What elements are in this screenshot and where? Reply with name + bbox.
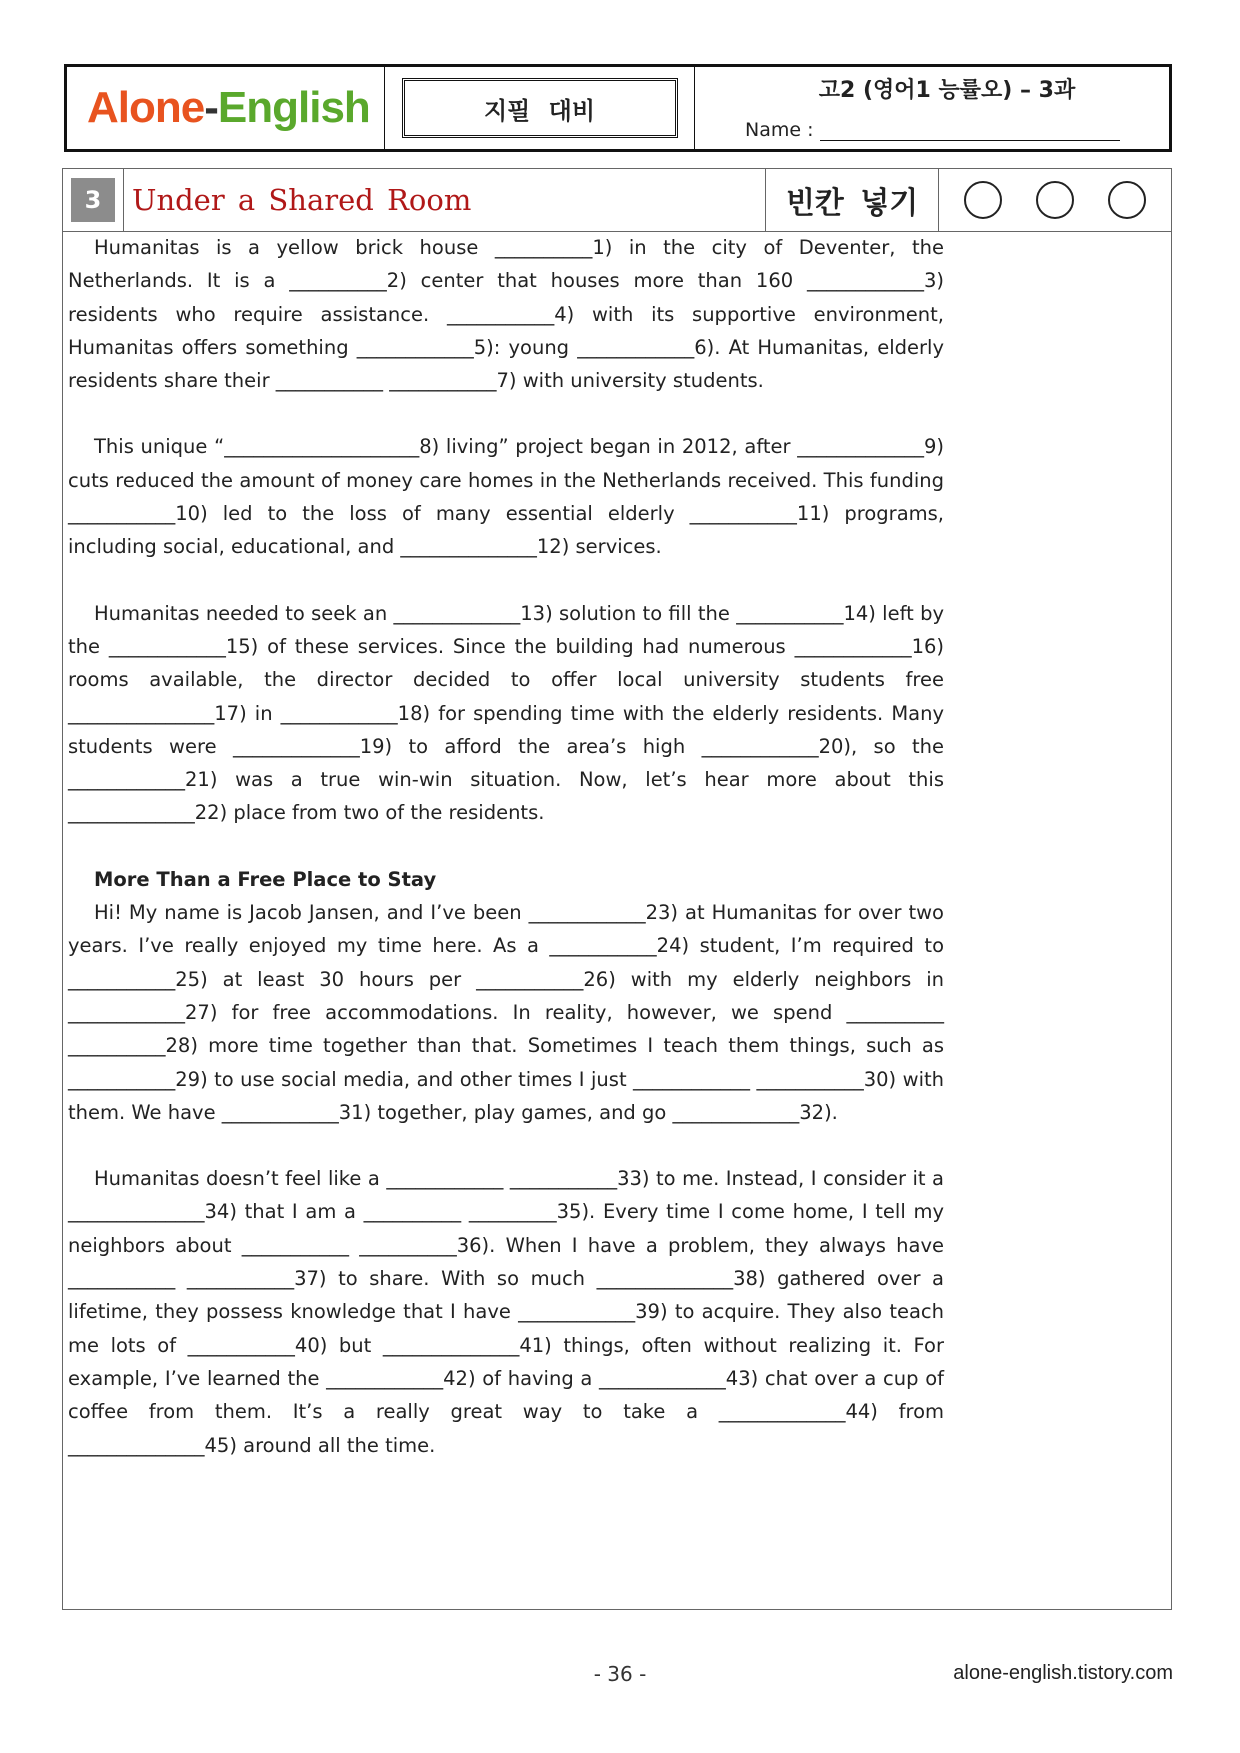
logo-english: English: [217, 83, 370, 132]
paragraph-5-text: Humanitas doesn’t feel like a ____________ ___________33) to me. Instead, I consider it a ______________34) that I am a __________ _________35). Every time I come home, I tell my neighbors about ___________ __________36). When I have a problem, they always have ___________ ___________37) to share. With so much ______________38) gathered over a lifetime, they possess knowledge that I have ____________39) to acquire. They also teach me lots of ___________40) but ______________41) things, often without realizing it. For example, I’ve learned the ____________42) of having a _____________43) chat over a cup of coffee from them. It’s a really great way to take a _____________44) from ______________45) around all the time.: [68, 1167, 944, 1457]
page-number: - 36 -: [593, 1662, 647, 1686]
check-circle-1[interactable]: [964, 181, 1002, 219]
paragraph-4-text: Hi! My name is Jacob Jansen, and I’ve been ____________23) at Humanitas for over two years. I’ve really enjoyed my time here. As a ___________24) student, I’m required to ___________25) at least 30 hours per ___________26) with my elderly neighbors in ____________27) for free accommodations. In reality, however, we spend __________ __________28) more time together than that. Sometimes I teach them things, such as ___________29) to use social media, and other times I just ____________ ___________30) with them. We have ____________31) together, play games, and go _____________32).: [68, 901, 944, 1124]
logo-cell: [67, 67, 385, 149]
paragraph-1-text: Humanitas is a yellow brick house __________1) in the city of Deventer, the Netherlands. It is a __________2) center that houses more than 160 ____________3) residents who require assistance. ___________4) with its supportive environment, Humanitas offers something ____________5): young ____________6). At Humanitas, elderly residents share their ___________ ___________7) with university students.: [68, 236, 944, 393]
paragraph-4: [68, 896, 944, 1129]
paragraph-1: [68, 231, 944, 397]
check-circles: [939, 169, 1171, 231]
section-number: 3: [71, 178, 115, 222]
check-circle-3[interactable]: [1108, 181, 1146, 219]
name-label: Name :: [745, 119, 814, 141]
passage: [68, 231, 944, 1462]
paragraph-3: [68, 597, 944, 830]
site-url: alone-english.tistory.com: [953, 1662, 1173, 1684]
course-info-cell: [695, 67, 1169, 149]
brand-logo: [87, 83, 370, 133]
exam-label-cell: [385, 67, 695, 149]
exam-label: 지필 대비: [402, 78, 678, 138]
section-number-cell: [63, 169, 124, 231]
paragraph-5: [68, 1162, 944, 1462]
section-title: Under a Shared Room: [124, 169, 766, 231]
name-field[interactable]: [820, 120, 1120, 141]
paragraph-3-text: Humanitas needed to seek an _____________13) solution to fill the ___________14) left by the ____________15) of these services. Since the building had numerous ____________16) rooms available, the director decided to offer local university students free _______________17) in ____________18) for spending time with the elderly residents. Many students were _____________19) to afford the area’s high ____________20), so the ____________21) was a true win-win situation. Now, let’s hear more about this _____________22) place from two of the residents.: [68, 601, 944, 825]
section-title-bar: [63, 169, 1171, 232]
course-title: 고2 (영어1 능률오) – 3과: [818, 78, 1076, 103]
check-circle-2[interactable]: [1036, 181, 1074, 219]
paragraph-2-text: This unique “____________________8) living” project began in 2012, after _____________9) cuts reduced the amount of money care homes in the Netherlands received. This funding ___________10) led to the loss of many essential elderly ___________11) programs, including social, educational, and ______________12) services.: [68, 435, 944, 559]
logo-alone: Alone: [87, 83, 205, 132]
worksheet-header: [64, 64, 1172, 152]
exercise-type: 빈칸 넣기: [766, 169, 939, 231]
subheading: More Than a Free Place to Stay: [94, 867, 437, 891]
name-row: [745, 119, 1120, 141]
exercise-frame: [62, 168, 1172, 1610]
logo-dash: -: [204, 83, 218, 132]
paragraph-2: [68, 430, 944, 563]
